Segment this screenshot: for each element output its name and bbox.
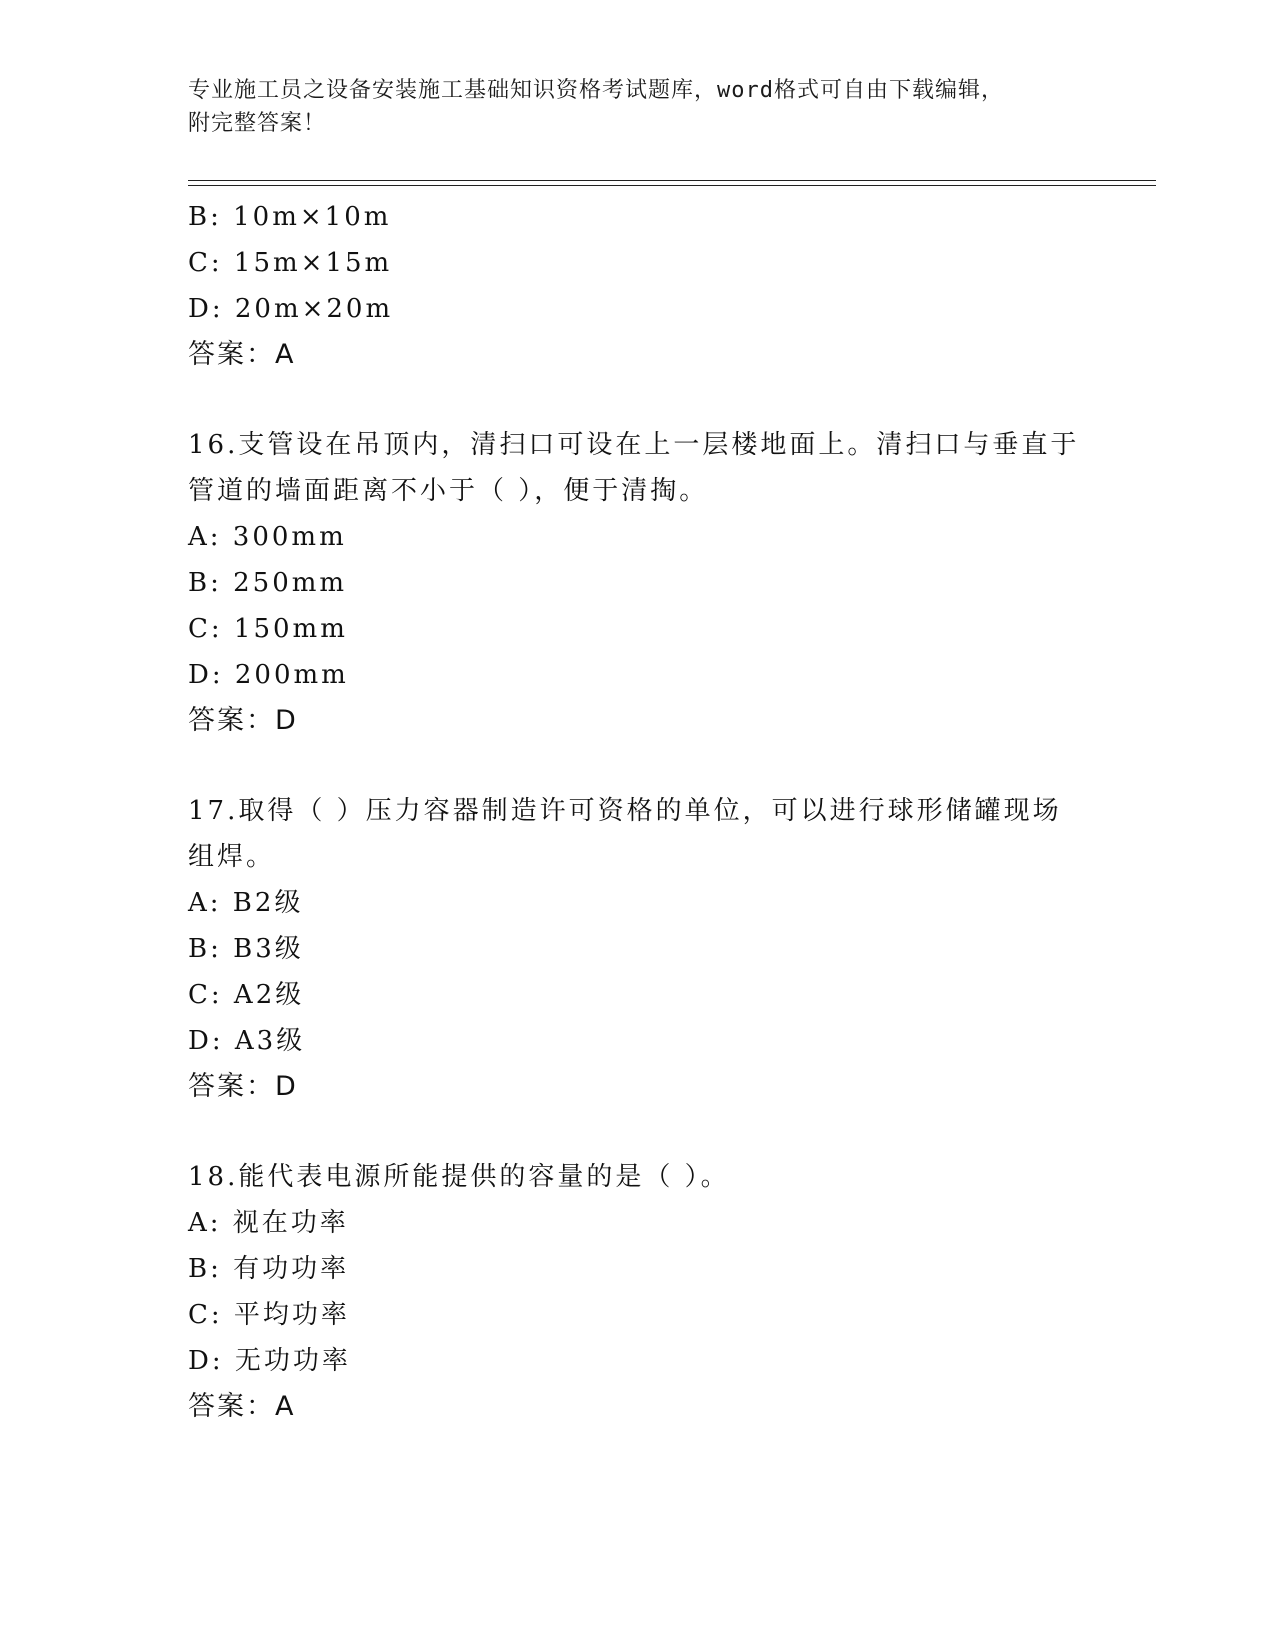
- option-b: B: B3级: [188, 934, 304, 964]
- option-b: B: 有功功率: [188, 1254, 350, 1284]
- option-d: D: 200mm: [188, 660, 349, 690]
- header-line-1: 专业施工员之设备安装施工基础知识资格考试题库，word格式可自由下载编辑，: [188, 78, 1004, 103]
- question-block-18: [188, 1154, 1088, 1430]
- header-divider-bottom: [188, 185, 1156, 186]
- answer-line: 答案：D: [188, 1071, 298, 1102]
- option-a: A: B2级: [188, 888, 304, 918]
- option-b: B: 10m×10m: [188, 202, 392, 232]
- question-stem-line-2: 组焊。: [188, 842, 276, 872]
- answer-line: 答案：A: [188, 1391, 296, 1422]
- question-block-17: [188, 788, 1088, 1110]
- question-spacer: [188, 1110, 1088, 1154]
- question-list: [188, 194, 1088, 1430]
- answer-line: 答案：D: [188, 705, 298, 736]
- option-c: C: 150mm: [188, 614, 348, 644]
- header-divider-top: [188, 180, 1156, 181]
- option-a: A: 视在功率: [188, 1208, 349, 1238]
- question-block-16: [188, 422, 1088, 744]
- question-stem-line-1: 18.能代表电源所能提供的容量的是（ ）。: [188, 1162, 730, 1192]
- question-spacer: [188, 744, 1088, 788]
- answer-line: 答案：A: [188, 339, 296, 370]
- option-d: D: 20m×20m: [188, 294, 394, 324]
- question-stem-line-2: 管道的墙面距离不小于（ ），便于清掏。: [188, 476, 709, 506]
- option-a: A: 300mm: [188, 522, 347, 552]
- option-d: D: A3级: [188, 1026, 306, 1056]
- header-line-2: 附完整答案！: [188, 111, 327, 136]
- option-c: C: A2级: [188, 980, 305, 1010]
- document-header: [188, 74, 1088, 140]
- question-spacer: [188, 378, 1088, 422]
- option-b: B: 250mm: [188, 568, 348, 598]
- option-c: C: 平均功率: [188, 1300, 350, 1330]
- option-c: C: 15m×15m: [188, 248, 393, 278]
- question-block-15: [188, 194, 1088, 378]
- option-d: D: 无功功率: [188, 1346, 351, 1376]
- question-stem-line-1: 17.取得（ ）压力容器制造许可资格的单位，可以进行球形储罐现场: [188, 796, 1062, 826]
- question-stem-line-1: 16.支管设在吊顶内，清扫口可设在上一层楼地面上。清扫口与垂直于: [188, 430, 1080, 460]
